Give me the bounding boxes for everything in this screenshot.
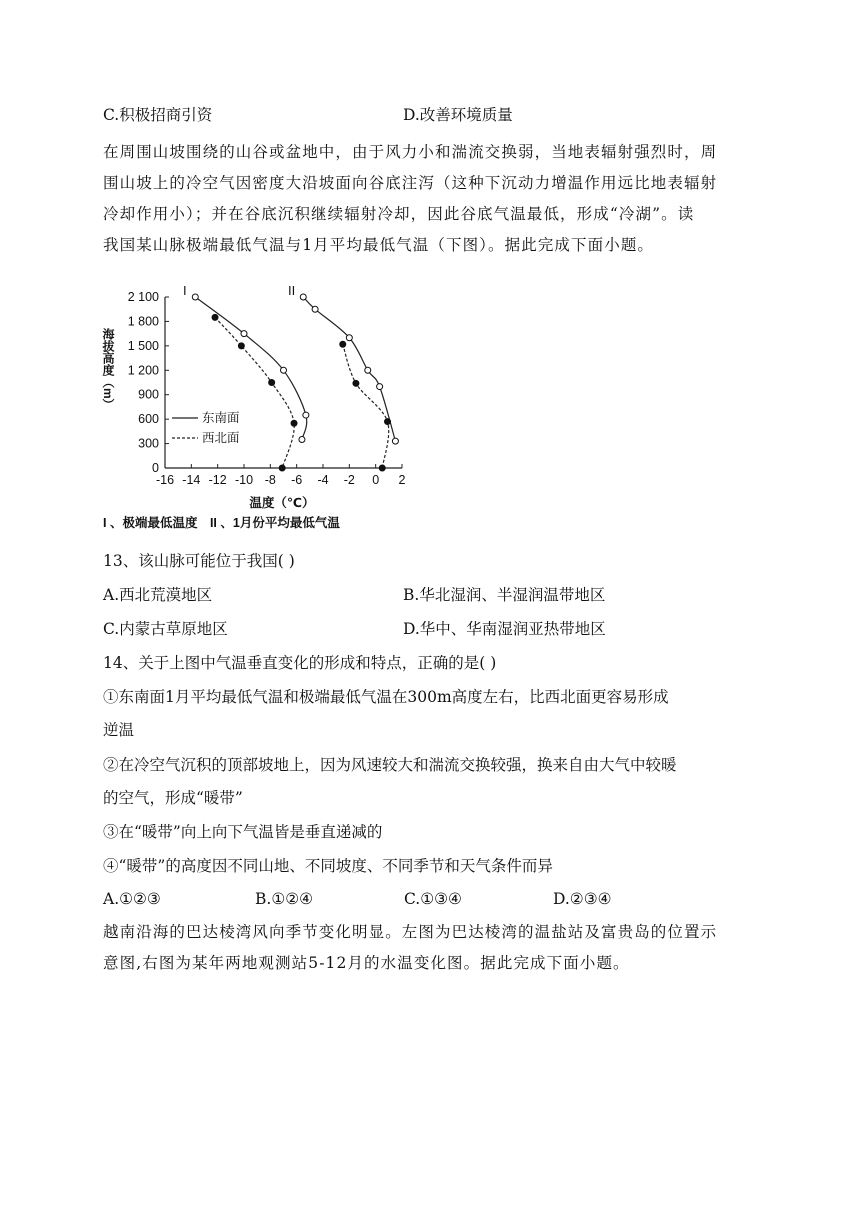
intro1-line-2: 围山坡上的冷空气因密度大沿坡面向谷底注泻（这种下沉动力增温作用远比地表辐射 — [103, 174, 718, 192]
q14-statement-2-cont: 的空气，形成“暖带” — [103, 789, 243, 807]
intro1-line-4: 我国某山脉极端最低气温与1月平均最低气温（下图）。据此完成下面小题。 — [103, 236, 655, 254]
legend-dashed-label: 西北面 — [202, 431, 240, 445]
data-point-southeast — [192, 294, 198, 300]
q13-stem: 13、该山脉可能位于我国( ) — [103, 552, 295, 570]
data-point-northwest — [353, 380, 359, 386]
data-point-southeast — [365, 367, 371, 373]
y-tick-label: 2 100 — [127, 290, 159, 304]
q14-option-d: D.②③④ — [553, 890, 612, 908]
chart-legend — [172, 410, 240, 445]
x-tick-label: -6 — [291, 473, 303, 487]
y-tick-label: 0 — [152, 461, 159, 475]
x-tick-label: -14 — [182, 473, 201, 487]
x-tick-label: -12 — [208, 473, 227, 487]
data-point-northwest — [238, 343, 244, 349]
q14-statement-1-cont: 逆温 — [103, 721, 135, 739]
intro1-line-3: 冷却作用小）；并在谷底沉积继续辐射冷却，因此谷底气温最低，形成“冷湖”。读 — [103, 205, 695, 223]
data-point-southeast — [281, 367, 287, 373]
q14-statement-4: ④“暖带”的高度因不同山地、不同坡度、不同季节和天气条件而异 — [103, 857, 553, 875]
chart-caption: I 、极端最低温度 II 、1月份平均最低气温 — [103, 516, 340, 530]
intro2-line-2: 意图,右图为某年两地观测站5-12月的水温变化图。据此完成下面小题。 — [103, 954, 630, 972]
data-point-northwest — [269, 380, 275, 386]
legend-solid-label: 东南面 — [202, 411, 240, 425]
q14-statement-1: ①东南面1月平均最低气温和极端最低气温在300m高度左右，比西北面更容易形成 — [103, 688, 669, 706]
data-point-southeast — [299, 437, 305, 443]
data-point-southeast — [377, 384, 383, 390]
y-tick-label: 1 500 — [127, 338, 159, 353]
data-point-southeast — [392, 438, 398, 444]
x-tick-label: -4 — [317, 473, 329, 487]
x-axis-label: 温度（℃） — [249, 496, 315, 510]
q14-option-b: B.①②④ — [255, 890, 314, 908]
x-tick-label: -10 — [234, 473, 254, 487]
data-point-southeast — [241, 331, 247, 337]
data-point-northwest — [291, 420, 297, 426]
series-line-1-northwest — [215, 317, 294, 468]
q12-option-c: C.积极招商引资 — [103, 106, 213, 124]
q14-option-c: C.①③④ — [404, 890, 462, 908]
x-tick-label: 2 — [398, 473, 406, 487]
intro-paragraph-2 — [103, 917, 763, 979]
panel-label-1: I — [183, 283, 187, 298]
chart-axes — [128, 290, 406, 487]
data-point-southeast — [300, 294, 306, 300]
q14-statement-3: ③在“暖带”向上向下气温皆是垂直递减的 — [103, 823, 383, 841]
data-point-southeast — [346, 335, 352, 341]
y-tick-label: 1 800 — [127, 314, 159, 329]
series-line-2-northwest — [343, 344, 389, 468]
data-point-northwest — [279, 465, 285, 471]
data-point-northwest — [379, 465, 385, 471]
x-tick-label: -16 — [155, 473, 175, 487]
data-point-northwest — [340, 341, 346, 347]
q13-option-d: D.华中、华南湿润亚热带地区 — [403, 620, 606, 638]
q13-option-c: C.内蒙古草原地区 — [103, 620, 228, 638]
data-point-southeast — [312, 306, 318, 312]
panel-label-2: II — [288, 283, 296, 298]
q14-stem: 14、关于上图中气温垂直变化的形成和特点，正确的是( ) — [103, 654, 497, 672]
data-point-northwest — [212, 314, 218, 320]
y-tick-label: 600 — [138, 412, 159, 427]
x-tick-label: -8 — [264, 473, 276, 487]
q14-statement-2: ②在冷空气沉积的顶部坡地上，因为风速较大和湍流交换较强，换来自由大气中较暖 — [103, 756, 677, 774]
q13-option-b: B.华北湿润、半湿润温带地区 — [403, 586, 606, 604]
y-tick-label: 1 200 — [127, 363, 159, 378]
intro1-line-1: 在周围山坡围绕的山谷或盆地中，由于风力小和湍流交换弱，当地表辐射强烈时，周 — [103, 143, 718, 161]
y-tick-label: 300 — [138, 436, 159, 451]
y-axis-label: 海拔高度（m） — [101, 328, 115, 411]
data-point-southeast — [303, 412, 309, 418]
q14-option-a: A.①②③ — [103, 890, 161, 908]
q12-option-d: D.改善环境质量 — [403, 106, 513, 124]
x-tick-label: 0 — [372, 473, 380, 487]
intro-paragraph-1 — [103, 137, 763, 261]
altitude-temperature-chart — [100, 278, 440, 538]
data-point-northwest — [385, 419, 391, 425]
intro2-line-1: 越南沿海的巴达棱湾风向季节变化明显。左图为巴达棱湾的温盐站及富贵岛的位置示 — [103, 923, 718, 941]
y-tick-label: 900 — [138, 387, 159, 402]
x-tick-label: -2 — [343, 473, 355, 487]
q13-option-a: A.西北荒漠地区 — [103, 586, 213, 604]
